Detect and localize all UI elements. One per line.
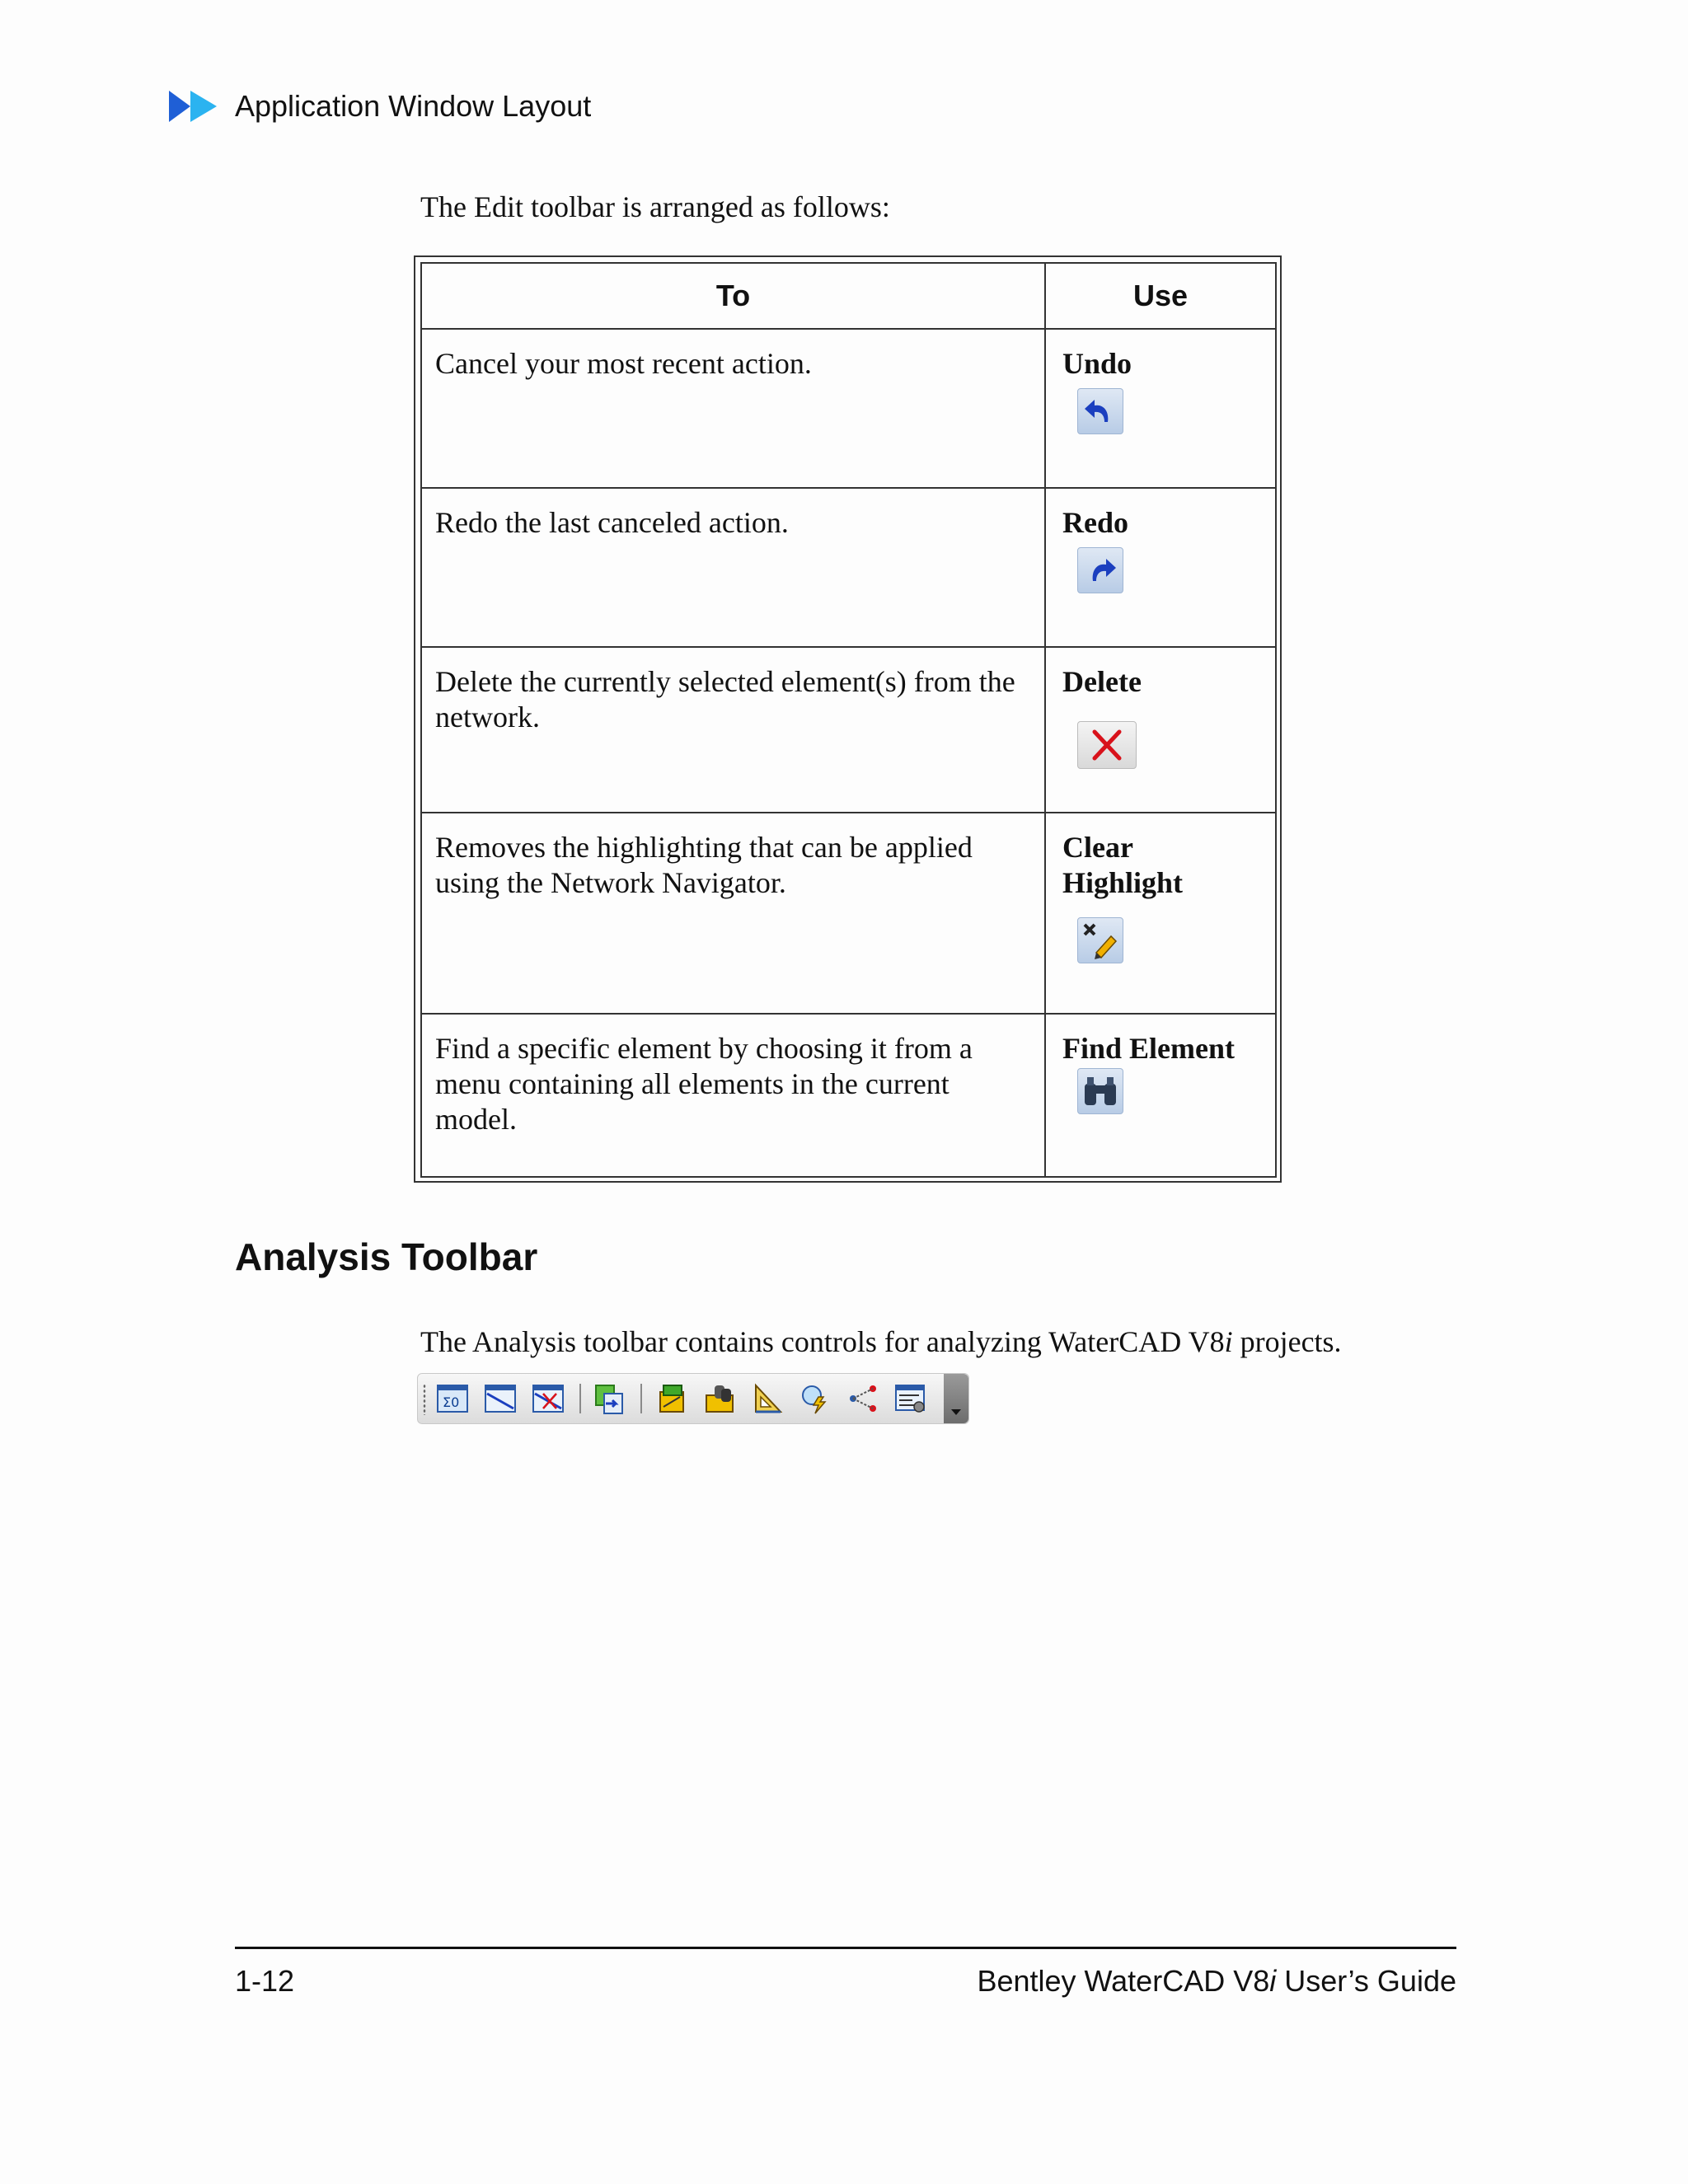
clear-highlight-icon <box>1077 917 1123 963</box>
table-cell-to: Delete the currently selected element(s) from the network. <box>421 647 1045 813</box>
analysis-toolbar <box>417 1373 969 1424</box>
guide-title-italic: i <box>1269 1964 1277 1998</box>
tool-name: Find Element <box>1062 1032 1236 1065</box>
table-cell-use <box>1045 647 1276 813</box>
table-row <box>421 329 1276 488</box>
undo-icon <box>1077 388 1123 434</box>
analysis-text-end: projects. <box>1232 1325 1342 1358</box>
table-cell-use <box>1045 1014 1276 1177</box>
table-cell-use <box>1045 813 1276 1014</box>
toolbar-separator <box>579 1384 581 1413</box>
toolbar-separator <box>640 1384 642 1413</box>
profile-delete-icon[interactable] <box>532 1382 565 1415</box>
table-row <box>421 488 1276 647</box>
table-cell-to: Cancel your most recent action. <box>421 329 1045 488</box>
column-header-use: Use <box>1045 263 1276 329</box>
tool-name: Clear Highlight <box>1062 831 1184 899</box>
measure-icon[interactable] <box>751 1382 784 1415</box>
page-header-title: Application Window Layout <box>235 89 592 123</box>
toolbar-grip[interactable] <box>423 1384 426 1415</box>
guide-title-text: Bentley WaterCAD V8 <box>977 1964 1270 1998</box>
tool-name: Redo <box>1062 506 1128 539</box>
energy-icon[interactable] <box>799 1382 832 1415</box>
footer-guide-title <box>973 1963 1456 1999</box>
table-cell-use <box>1045 488 1276 647</box>
analysis-paragraph <box>420 1324 1342 1360</box>
table-cell-use <box>1045 329 1276 488</box>
redo-icon <box>1077 547 1123 593</box>
network-icon[interactable] <box>846 1382 879 1415</box>
tool-name: Undo <box>1062 347 1132 380</box>
svg-text:Σ0: Σ0 <box>443 1394 460 1410</box>
edit-toolbar-table-frame <box>414 255 1282 1183</box>
section-heading: Analysis Toolbar <box>235 1235 538 1278</box>
table-row <box>421 813 1276 1014</box>
column-header-to: To <box>421 263 1045 329</box>
analysis-text-italic: i <box>1224 1325 1233 1358</box>
scenario-icon[interactable] <box>655 1382 688 1415</box>
table-cell-to: Find a specific element by choosing it from a menu containing all elements in the current model. <box>421 1014 1045 1177</box>
find-element-icon <box>1077 1068 1123 1114</box>
profile-icon[interactable] <box>484 1382 517 1415</box>
report-icon[interactable] <box>894 1382 927 1415</box>
toolbar-overflow-button[interactable] <box>944 1374 968 1423</box>
alternatives-icon[interactable] <box>703 1382 736 1415</box>
footer-rule <box>235 1947 1456 1949</box>
guide-title-end: User’s Guide <box>1276 1964 1456 1998</box>
calculate-icon[interactable] <box>436 1382 469 1415</box>
table-row <box>421 647 1276 813</box>
delete-icon <box>1077 721 1137 769</box>
table-cell-to: Redo the last canceled action. <box>421 488 1045 647</box>
header-arrows-icon <box>169 89 222 124</box>
analysis-text: The Analysis toolbar contains controls for analyzing WaterCAD V8 <box>420 1325 1225 1358</box>
edit-toolbar-table <box>420 262 1277 1178</box>
table-row <box>421 1014 1276 1177</box>
export-icon[interactable] <box>593 1382 626 1415</box>
tool-name: Delete <box>1062 665 1142 698</box>
intro-paragraph: The Edit toolbar is arranged as follows: <box>420 190 890 223</box>
table-header-row <box>421 263 1276 329</box>
table-cell-to: Removes the highlighting that can be applied using the Network Navigator. <box>421 813 1045 1014</box>
page-number: 1-12 <box>235 1964 295 1998</box>
